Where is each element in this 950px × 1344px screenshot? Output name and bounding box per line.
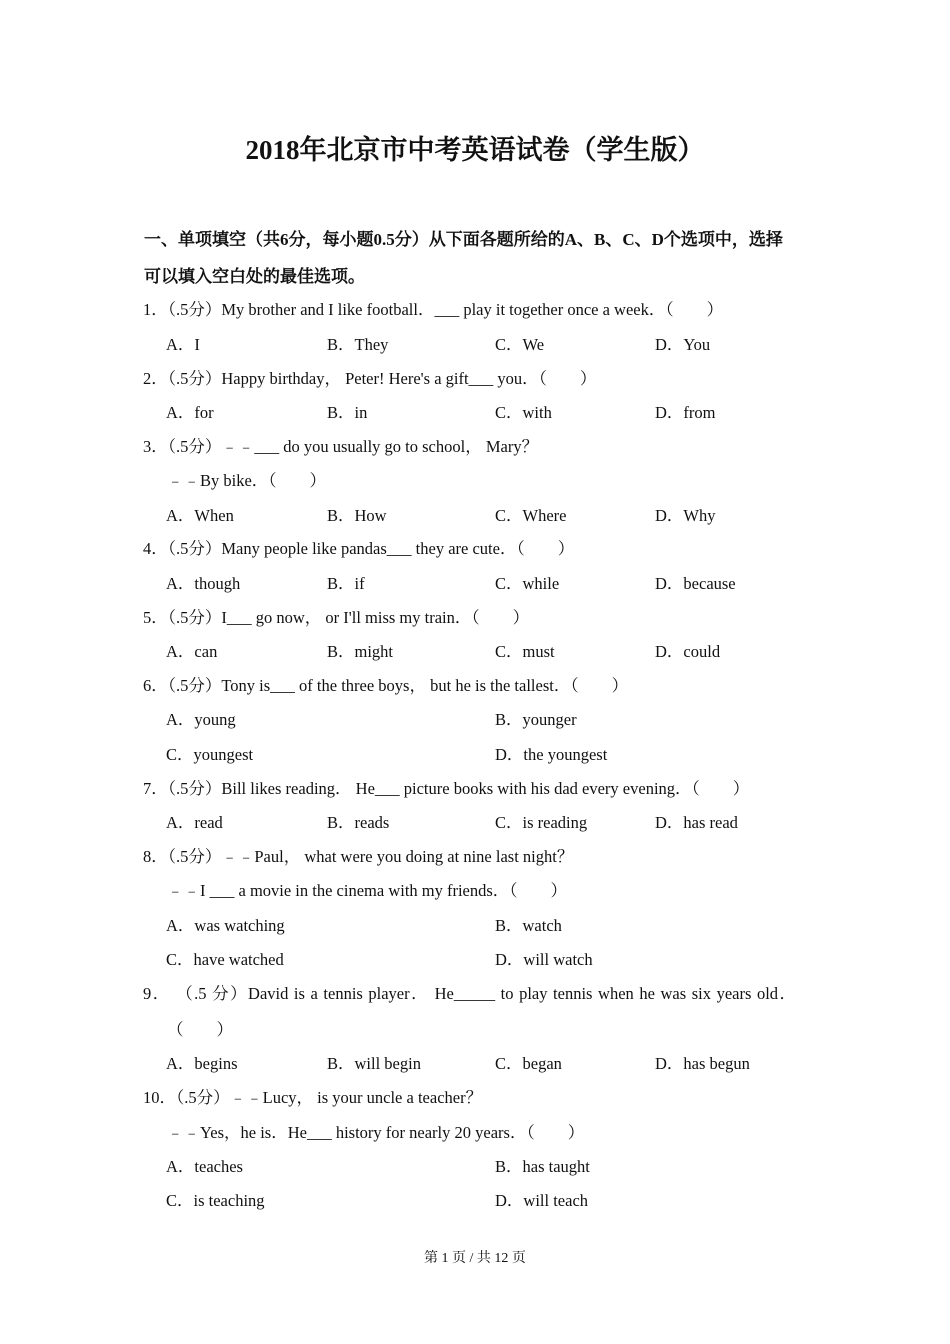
- question-1-stem: 1．（.5分）My brother and I like football．___ play it together once a week．（ ）: [143, 300, 724, 319]
- question-3-stem-line2: ﹣﹣By bike．（ ）: [167, 471, 327, 490]
- question-8-option-b: B．watch: [495, 916, 562, 935]
- question-4-option-a: A．though: [166, 574, 241, 593]
- question-8-option-d: D．will watch: [495, 950, 593, 969]
- question-2-option-d: D．from: [655, 403, 716, 422]
- question-2-option-c: C．with: [495, 403, 552, 422]
- question-8-option-a: A．was watching: [166, 916, 285, 935]
- question-10-option-a: A．teaches: [166, 1157, 243, 1176]
- question-5-option-c: C．must: [495, 642, 555, 661]
- question-10-stem-line2: ﹣﹣Yes，he is．He___ history for nearly 20 years．（ ）: [167, 1123, 585, 1142]
- question-7-stem: 7．（.5分）Bill likes reading． He___ picture books with his dad every evening．（ ）: [143, 779, 750, 798]
- question-4-stem: 4．（.5分）Many people like pandas___ they are cute．（ ）: [143, 539, 575, 558]
- question-7-option-b: B．reads: [327, 813, 390, 832]
- question-10-option-d: D．will teach: [495, 1191, 589, 1210]
- question-8-stem-line2: ﹣﹣I ___ a movie in the cinema with my friends．（ ）: [167, 881, 568, 900]
- question-8-stem: 8．（.5分）﹣﹣Paul， what were you doing at nine last night？: [143, 847, 574, 866]
- question-5-option-b: B．might: [327, 642, 394, 661]
- page-footer: 第 1 页 / 共 12 页: [424, 1251, 526, 1266]
- question-3-option-a: A．When: [166, 506, 234, 525]
- question-8-option-c: C．have watched: [166, 950, 284, 969]
- question-9-option-b: B．will begin: [327, 1054, 421, 1073]
- question-9-option-c: C．began: [495, 1054, 562, 1073]
- question-6-option-a: A．young: [166, 710, 236, 729]
- question-5-stem: 5．（.5分）I___ go now， or I'll miss my train．（ ）: [143, 608, 530, 627]
- question-4-option-d: D．because: [655, 574, 736, 593]
- question-9-option-d: D．has begun: [655, 1054, 750, 1073]
- question-9-stem-line2: （ ）: [167, 1020, 233, 1039]
- section-heading-line1: 一、单项填空（共6分，每小题0.5分）从下面各题所给的A、B、C、D个选项中，选择: [144, 230, 783, 249]
- question-1-option-c: C．We: [495, 335, 545, 354]
- question-3-option-d: D．Why: [655, 506, 716, 525]
- question-4-option-b: B．if: [327, 574, 365, 593]
- question-4-option-c: C．while: [495, 574, 560, 593]
- question-2-stem: 2．（.5分）Happy birthday， Peter! Here's a gift___ you．（ ）: [143, 369, 597, 388]
- question-10-option-b: B．has taught: [495, 1157, 590, 1176]
- page-title: 2018年北京市中考英语试卷（学生版）: [245, 135, 705, 165]
- question-6-option-c: C．youngest: [166, 745, 254, 764]
- question-5-option-a: A．can: [166, 642, 218, 661]
- question-7-option-c: C．is reading: [495, 813, 588, 832]
- question-7-option-d: D．has read: [655, 813, 738, 832]
- section-heading-line2: 可以填入空白处的最佳选项。: [144, 267, 365, 286]
- question-1-option-d: D．You: [655, 335, 711, 354]
- question-5-option-d: D．could: [655, 642, 721, 661]
- question-1-option-a: A．I: [166, 335, 200, 354]
- question-7-option-a: A．read: [166, 813, 223, 832]
- question-10-stem: 10．（.5分）﹣﹣Lucy， is your uncle a teacher？: [143, 1088, 483, 1107]
- question-3-option-b: B．How: [327, 506, 387, 525]
- question-9-option-a: A．begins: [166, 1054, 238, 1073]
- question-2-option-b: B．in: [327, 403, 368, 422]
- question-10-option-c: C．is teaching: [166, 1191, 265, 1210]
- question-6-option-b: B．younger: [495, 710, 577, 729]
- question-6-stem: 6．（.5分）Tony is___ of the three boys， but he is the tallest．（ ）: [143, 676, 629, 695]
- question-3-stem: 3．（.5分）﹣﹣___ do you usually go to school， Mary？: [143, 437, 539, 456]
- question-6-option-d: D．the youngest: [495, 745, 608, 764]
- question-9-stem: 9． （.5 分）David is a tennis player． He_____ to play tennis when he was six years old．: [143, 984, 796, 1003]
- question-3-option-c: C．Where: [495, 506, 567, 525]
- question-2-option-a: A．for: [166, 403, 214, 422]
- question-1-option-b: B．They: [327, 335, 389, 354]
